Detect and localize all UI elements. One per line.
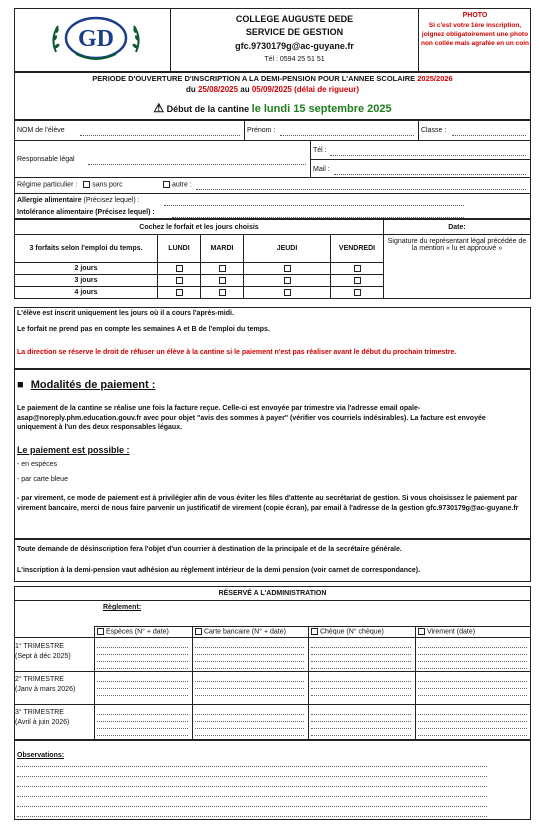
entry-line[interactable] — [195, 695, 304, 696]
row-divider — [310, 159, 531, 160]
responsable-label: Responsable légal — [17, 156, 75, 163]
observations-frame — [14, 740, 531, 820]
trimestre-3: 3° TRIMESTRE (Avril à juin 2026) — [15, 709, 70, 726]
entry-line[interactable] — [418, 735, 527, 736]
col-divider — [308, 626, 309, 740]
entry-line[interactable] — [195, 647, 304, 648]
entry-line[interactable] — [418, 668, 527, 669]
classe-field[interactable] — [452, 127, 526, 136]
entry-line[interactable] — [97, 647, 188, 648]
checkbox[interactable] — [354, 265, 361, 272]
entry-line[interactable] — [195, 654, 304, 655]
admin-frame — [14, 586, 531, 740]
entry-line[interactable] — [97, 681, 188, 682]
intolerance-field[interactable] — [172, 209, 464, 218]
col-divider — [94, 626, 95, 740]
observation-line[interactable] — [17, 766, 487, 767]
entry-line[interactable] — [418, 654, 527, 655]
forfait-header: Cochez le forfait et les jours choisis — [15, 220, 384, 235]
entry-line[interactable] — [97, 728, 188, 729]
entry-line[interactable] — [418, 681, 527, 682]
col-divider — [244, 120, 245, 140]
regime-row: Régime particulier : sans porc — [17, 181, 123, 189]
modalites-title: ■ Modalités de paiement : — [17, 379, 156, 391]
entry-line[interactable] — [97, 688, 188, 689]
note-3: La direction se réserve le droit de réfuser un élève à la cantine si le paiement n'est pas réaliser avant le début du prochain trimestre. — [17, 349, 457, 356]
entry-line[interactable] — [418, 661, 527, 662]
note-1: L'élève est inscrit uniquement les jours où il a cours l'après-midi. — [17, 310, 234, 317]
nom-field[interactable] — [80, 127, 240, 136]
period-line1: PERIODE D'OUVERTURE D'INSCRIPTION A LA DEMI-PENSION POUR L'ANNEE SCOLAIRE 2025/2026 — [92, 74, 453, 83]
entry-line[interactable] — [195, 728, 304, 729]
entry-line[interactable] — [97, 661, 188, 662]
entry-line[interactable] — [311, 728, 411, 729]
signature-cell: Signature du représentant légal précédée de la mention « lu et approuvé » — [384, 235, 531, 299]
entry-line[interactable] — [418, 647, 527, 648]
col-carte: Carte bancaire (N° + date) — [195, 628, 286, 635]
autre-row: autre : — [163, 181, 192, 188]
entry-line[interactable] — [311, 647, 411, 648]
row-divider — [14, 704, 531, 705]
observation-line[interactable] — [17, 806, 487, 807]
entry-line[interactable] — [311, 654, 411, 655]
entry-line[interactable] — [311, 714, 411, 715]
allergie-field[interactable] — [164, 197, 464, 206]
option-virement: - par virement, ce mode de paiement est à privilégier afin de vous éviter les files d'attente au secrétariat de gestion. Si vous choisissez le paiement par virement bancaire, merci de nous faire parvenir un justificatif de virement (copie écran), par email à l'adresse de la gestion gfc.9730179g@ac-guyane.fr — [17, 495, 519, 512]
photo-title: PHOTO — [462, 12, 488, 19]
col-virement: Virement (date) — [418, 628, 475, 635]
sans-porc-checkbox[interactable] — [83, 181, 90, 188]
entry-line[interactable] — [418, 688, 527, 689]
observation-line[interactable] — [17, 816, 487, 817]
day-header: VENDREDI — [331, 235, 384, 263]
classe-label: Classe : — [421, 127, 447, 134]
entry-line[interactable] — [311, 661, 411, 662]
prenom-field[interactable] — [280, 127, 414, 136]
entry-line[interactable] — [195, 681, 304, 682]
admin-title: RÉSERVÉ A L'ADMINISTRATION — [218, 590, 327, 597]
entry-line[interactable] — [418, 714, 527, 715]
row-divider — [14, 140, 531, 141]
entry-line[interactable] — [311, 735, 411, 736]
mail-field[interactable] — [334, 166, 526, 175]
row-divider — [14, 637, 531, 638]
entry-line[interactable] — [195, 661, 304, 662]
entry-line[interactable] — [311, 695, 411, 696]
entry-line[interactable] — [311, 681, 411, 682]
row-divider — [14, 671, 531, 672]
observation-line[interactable] — [17, 776, 487, 777]
service-phone: Tél : 0594 25 51 51 — [264, 56, 325, 63]
entry-line[interactable] — [195, 668, 304, 669]
checkbox[interactable] — [219, 277, 226, 284]
checkbox[interactable] — [219, 265, 226, 272]
checkbox[interactable] — [176, 277, 183, 284]
row-divider — [14, 193, 531, 194]
allergie-label: Allergie alimentaire (Précisez lequel) : — [17, 197, 140, 204]
trimestre-1: 1° TRIMESTRE (Sept à déc 2025) — [15, 643, 71, 660]
tel-field[interactable] — [330, 147, 526, 156]
college-name: COLLEGE AUGUSTE DEDE — [235, 14, 354, 24]
forfait-table — [14, 219, 531, 299]
forfait-row: 2 jours — [15, 263, 158, 275]
autre-field[interactable] — [196, 181, 526, 190]
checkbox[interactable] — [354, 289, 361, 296]
option-especes: - en espèces — [17, 461, 58, 468]
college-logo — [48, 12, 144, 66]
entry-line[interactable] — [97, 735, 188, 736]
entry-line[interactable] — [195, 688, 304, 689]
intolerance-label: Intolérance alimentaire (Précisez lequel) : — [17, 209, 155, 216]
modalites-paragraph: Le paiement de la cantine se réalise une fois la facture reçue. Celle-ci est envoyée par trimestre via l'adresse email opale-asap@noreply.phm.education.gouv.fr avec pour objet "avis des sommes à payer" (vérifier vos courriels indésirables). La facture est envoyée uniquement à l'un des deux responsables légaux. — [17, 405, 486, 431]
entry-line[interactable] — [97, 695, 188, 696]
service-email: gfc.9730179g@ac-guyane.fr — [235, 41, 354, 51]
photo-note: Si c'est votre 1ère inscription, joignez obligatoirement une photo non collée mais agrafée en un coin — [420, 22, 529, 47]
day-header: MARDI — [201, 235, 244, 263]
forfait-row: 4 jours — [15, 287, 158, 299]
entry-line[interactable] — [418, 728, 527, 729]
entry-line[interactable] — [97, 668, 188, 669]
day-header: JEUDI — [244, 235, 331, 263]
admin-title-divider — [14, 600, 531, 601]
paiement-possible-title: Le paiement est possible : — [17, 445, 130, 455]
checkbox[interactable] — [219, 289, 226, 296]
day-header: LUNDI — [158, 235, 201, 263]
entry-line[interactable] — [311, 688, 411, 689]
entry-line[interactable] — [97, 654, 188, 655]
entry-line[interactable] — [97, 714, 188, 715]
tel-label: Tél : — [313, 147, 327, 154]
col-divider — [415, 626, 416, 740]
autre-checkbox[interactable] — [163, 181, 170, 188]
bullet-square-icon: ■ — [17, 379, 24, 391]
cantine-start: ⚠ Début de la cantine le lundi 15 septembre 2025 — [153, 101, 392, 115]
note-2: Le forfait ne prend pas en compte les semaines A et B de l'emploi du temps. — [17, 326, 270, 333]
desinscription-2: L'inscription à la demi-pension vaut adhésion au règlement intérieur de la demi pension (voir carnet de correspondance). — [17, 567, 421, 574]
forfait-row-label: 3 forfaits selon l'emploi du temps. — [15, 235, 158, 263]
reglement-label: Règlement: — [103, 604, 142, 611]
date-header: Date: — [384, 220, 531, 235]
entry-line[interactable] — [311, 721, 411, 722]
responsable-field[interactable] — [88, 156, 306, 165]
trimestre-2: 2° TRIMESTRE (Janv à mars 2026) — [15, 676, 76, 693]
row-divider — [94, 626, 531, 627]
checkbox[interactable] — [176, 289, 183, 296]
row-divider — [14, 177, 531, 178]
entry-line[interactable] — [418, 721, 527, 722]
checkbox[interactable] — [284, 289, 291, 296]
col-divider — [418, 120, 419, 140]
entry-line[interactable] — [311, 668, 411, 669]
checkbox[interactable] — [284, 265, 291, 272]
col-especes: Espèces (N° + date) — [97, 628, 169, 635]
observation-line[interactable] — [17, 796, 487, 797]
option-carte: - par carte bleue — [17, 476, 68, 483]
nom-label: NOM de l'élève — [17, 127, 65, 134]
observation-line[interactable] — [17, 786, 487, 787]
warning-icon: ⚠ — [153, 101, 165, 115]
entry-line[interactable] — [195, 721, 304, 722]
svg-text:GD: GD — [78, 26, 114, 52]
period-line2: du 25/08/2025 au 05/09/2025 (délai de rigueur) — [186, 85, 359, 94]
desinscription-1: Toute demande de désinscription fera l'objet d'un courrier à destination de la principale et de la secrétaire générale. — [17, 546, 402, 553]
checkbox[interactable] — [284, 277, 291, 284]
entry-line[interactable] — [195, 735, 304, 736]
checkbox[interactable] — [354, 277, 361, 284]
entry-line[interactable] — [418, 695, 527, 696]
observations-label: Observations: — [17, 752, 65, 759]
forfait-row: 3 jours — [15, 275, 158, 287]
col-cheque: Chèque (N° chèque) — [311, 628, 384, 635]
entry-line[interactable] — [195, 714, 304, 715]
col-divider — [192, 626, 193, 740]
service-name: SERVICE DE GESTION — [245, 27, 344, 37]
mail-label: Mail : — [313, 166, 330, 173]
prenom-label: Prénom : — [247, 127, 276, 134]
checkbox[interactable] — [176, 265, 183, 272]
entry-line[interactable] — [97, 721, 188, 722]
